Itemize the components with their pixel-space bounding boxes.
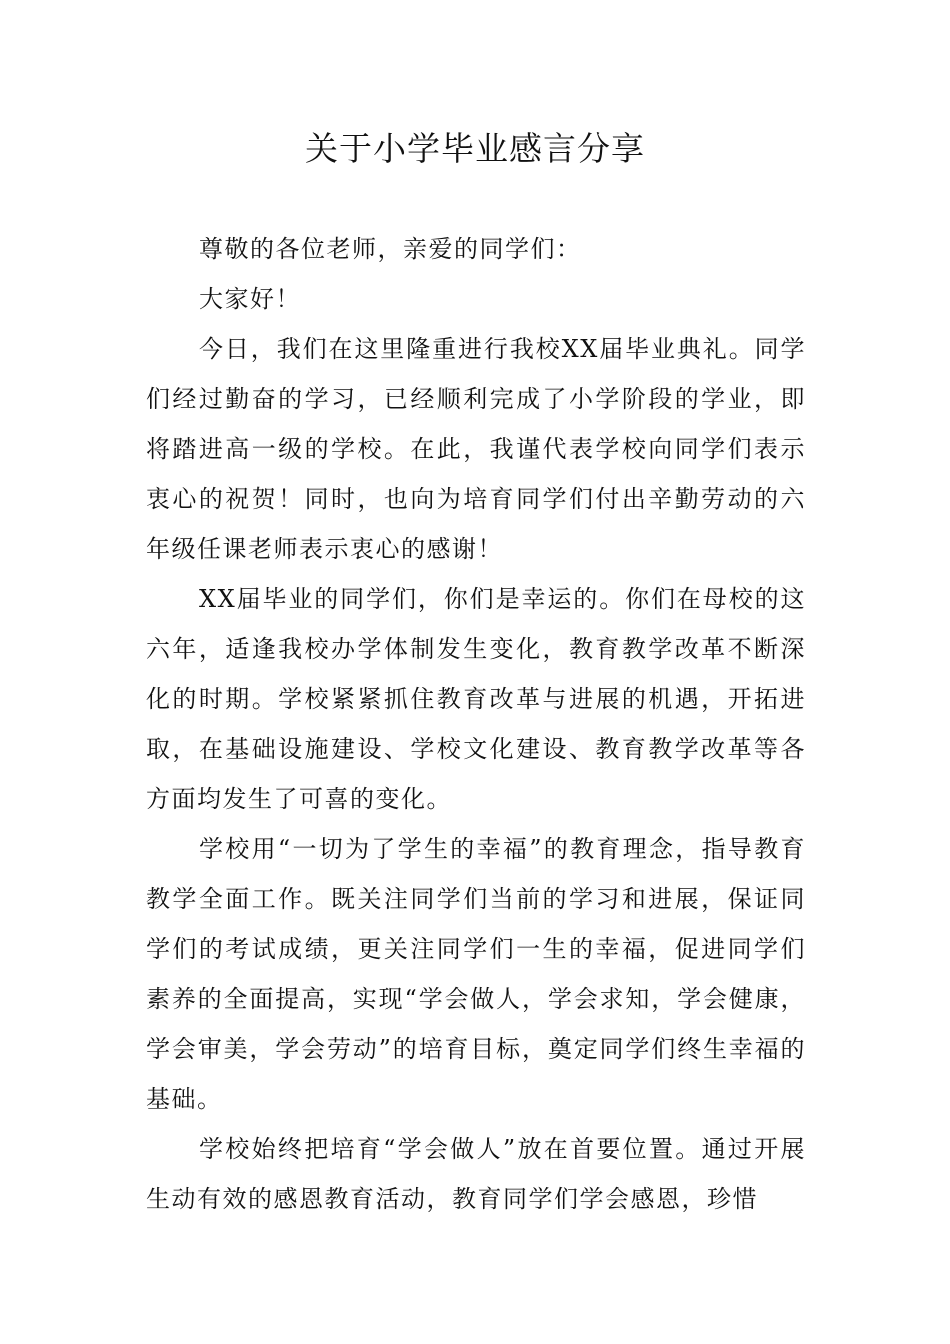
paragraph-fortunate: XX届毕业的同学们，你们是幸运的。你们在母校的这六年，适逢我校办学体制发生变化，教育教学改革不断深化的时期。学校紧紧抓住教育改革与进展的机遇，开拓进取，在基础设施建设、学校文化建设、教育教学改革等各方面均发生了可喜的变化。 <box>146 585 806 813</box>
paragraph-character: 学校始终把培育“学会做人”放在首要位置。通过开展生动有效的感恩教育活动，教育同学们学会感恩，珍惜 <box>146 1135 806 1213</box>
paragraph-greeting: 大家好！ <box>199 285 301 313</box>
document-title: 关于小学毕业感言分享 <box>305 129 645 168</box>
paragraph-philosophy: 学校用“一切为了学生的幸福”的教育理念，指导教育教学全面工作。既关注同学们当前的学习和进展，保证同学们的考试成绩，更关注同学们一生的幸福，促进同学们素养的全面提高，实现“学会做人，学会求知，学会健康，学会审美，学会劳动”的培育目标，奠定同学们终生幸福的基础。 <box>146 835 806 1113</box>
paragraph-salutation: 尊敬的各位老师，亲爱的同学们： <box>199 235 582 263</box>
document-body <box>146 224 806 1224</box>
paragraph-ceremony: 今日，我们在这里隆重进行我校XX届毕业典礼。同学们经过勤奋的学习，已经顺利完成了小学阶段的学业，即将踏进高一级的学校。在此，我谨代表学校向同学们表示衷心的祝贺！同时，也向为培育同学们付出辛勤劳动的六年级任课老师表示衷心的感谢！ <box>146 335 806 563</box>
